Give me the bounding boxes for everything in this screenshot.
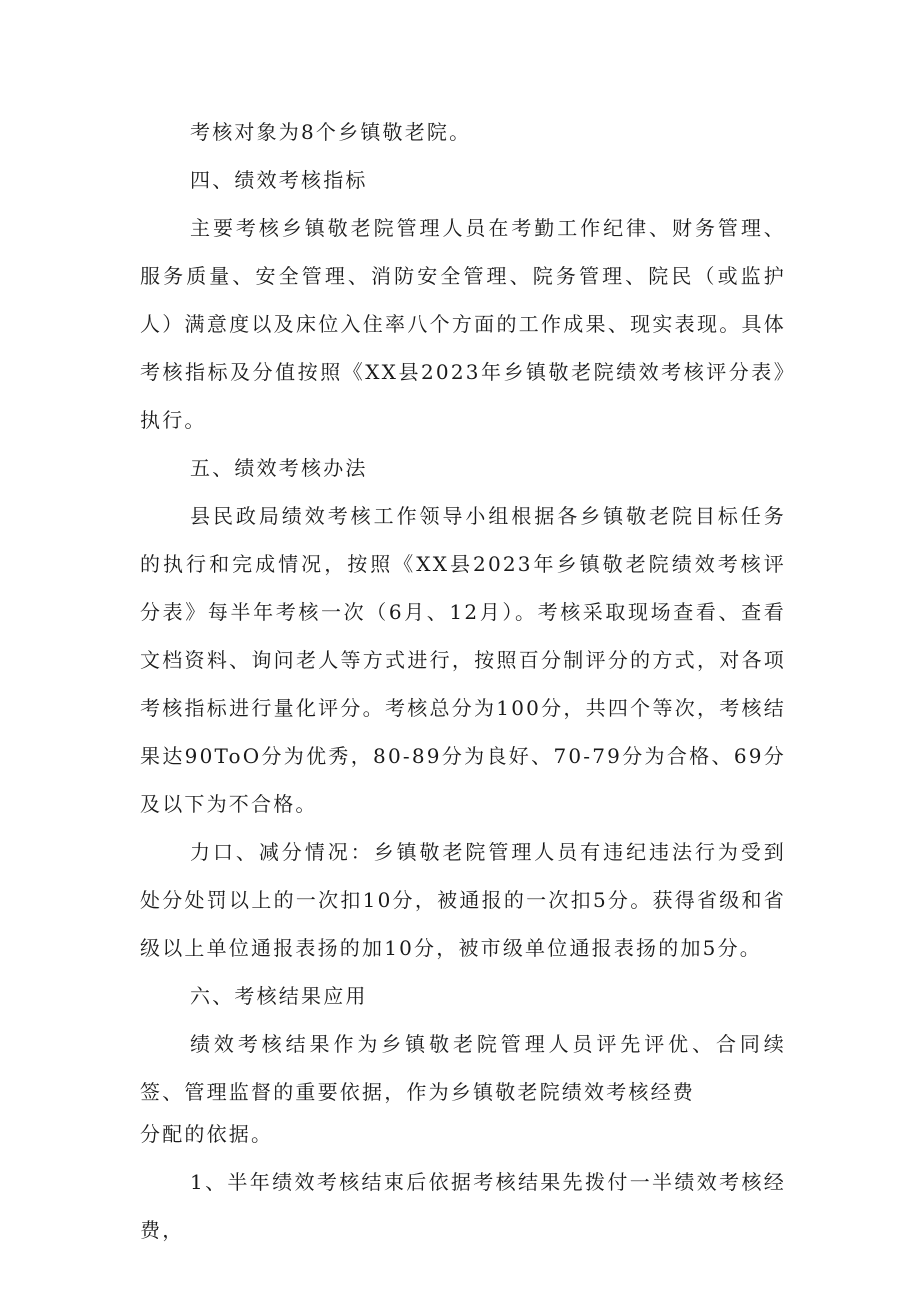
paragraph-assessment-method: 县民政局绩效考核工作领导小组根据各乡镇敬老院目标任务的执行和完成情况，按照《XX县2023年乡镇敬老院绩效考核评分表》每半年考核一次（6月、12月）。考核采取现场查看、查看文档资料、询问老人等方式进行，按照百分制评分的方式，对各项考核指标进行量化评分。考核总分为100分，共四个等次，考核结果达90ToO分为优秀，80-89分为良好、70-79分为合格、69分及以下为不合格。 bbox=[140, 504, 786, 816]
section-heading-4: 四、绩效考核指标 bbox=[190, 168, 368, 192]
paragraph-bonus-deduction: 力口、减分情况：乡镇敬老院管理人员有违纪违法行为受到处分处罚以上的一次扣10分，被通报的一次扣5分。获得省级和省级以上单位通报表扬的加10分，被市级单位通报表扬的加5分。 bbox=[140, 840, 786, 960]
paragraph-assessment-indicators: 主要考核乡镇敬老院管理人员在考勤工作纪律、财务管理、服务质量、安全管理、消防安全管理、院务管理、院民（或监护人）满意度以及床位入住率八个方面的工作成果、现实表现。具体考核指标及分值按照《XX县2023年乡镇敬老院绩效考核评分表》执行。 bbox=[140, 216, 786, 432]
paragraph-result-application-continued: 分配的依据。 bbox=[140, 1122, 274, 1146]
section-heading-5: 五、绩效考核办法 bbox=[190, 456, 368, 480]
paragraph-result-application: 绩效考核结果作为乡镇敬老院管理人员评先评优、合同续签、管理监督的重要依据，作为乡镇敬老院绩效考核经费 bbox=[140, 1032, 786, 1104]
paragraph-assessment-targets: 考核对象为8个乡镇敬老院。 bbox=[190, 120, 472, 144]
section-heading-6: 六、考核结果应用 bbox=[190, 984, 368, 1008]
paragraph-item-1: 1、半年绩效考核结束后依据考核结果先拨付一半绩效考核经费， bbox=[140, 1170, 786, 1242]
document-body bbox=[140, 108, 786, 1254]
